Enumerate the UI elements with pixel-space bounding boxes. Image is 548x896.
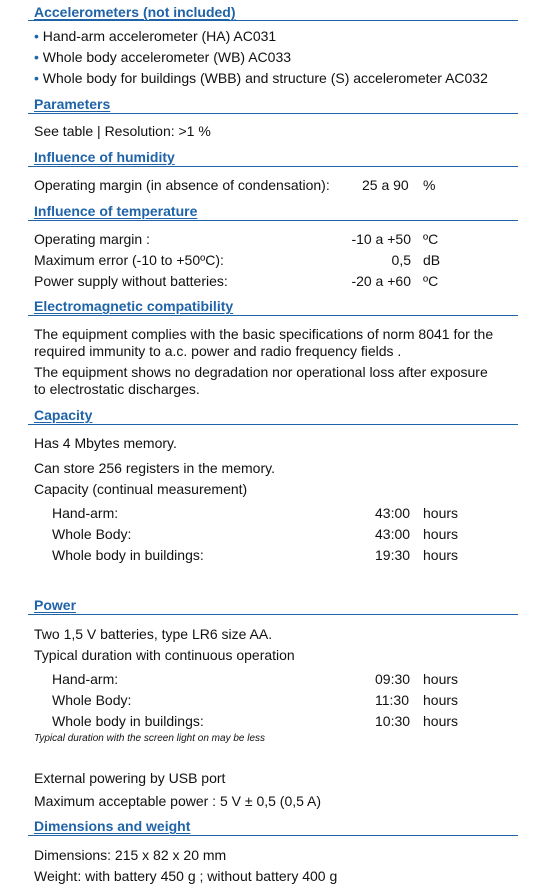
capacity-row-label: Whole body in buildings: (52, 547, 204, 563)
power-row-unit: hours (423, 692, 459, 708)
capacity-row-label: Hand-arm: (52, 505, 119, 521)
weight-text: Weight: with battery 450 g ; without battery 400 g (34, 868, 338, 884)
parameters-text: See table | Resolution: >1 % (34, 123, 211, 139)
list-item-text: Hand-arm accelerometer (HA) AC031 (42, 28, 277, 44)
bullet-icon: • (34, 49, 43, 65)
power-typical: Typical duration with continuous operation (34, 647, 295, 663)
power-note: Typical duration with the screen light on may be less (34, 733, 266, 744)
temperature-value: -20 a +60 (351, 273, 411, 289)
power-max: Maximum acceptable power : 5 V ± 0,5 (0,5 A) (34, 793, 322, 809)
list-item-text: Whole body for buildings (WBB) and structure (S) accelerometer AC032 (42, 70, 488, 86)
capacity-row-unit: hours (423, 505, 459, 521)
section-rule (28, 220, 518, 221)
section-title-humidity: Influence of humidity (34, 149, 175, 165)
power-row-label: Whole body in buildings: (52, 713, 204, 729)
section-title-dimensions: Dimensions and weight (34, 818, 191, 834)
section-title-parameters: Parameters (34, 96, 111, 112)
humidity-unit: % (423, 177, 436, 193)
capacity-memory: Has 4 Mbytes memory. (34, 435, 177, 451)
capacity-row-value: 43:00 (375, 526, 411, 542)
section-title-accelerometers: Accelerometers (not included) (34, 4, 236, 20)
capacity-registers: Can store 256 registers in the memory. (34, 460, 275, 476)
section-title-temperature: Influence of temperature (34, 203, 198, 219)
capacity-continual: Capacity (continual measurement) (34, 481, 248, 497)
power-row-value: 11:30 (375, 692, 409, 708)
section-title-capacity: Capacity (34, 407, 93, 423)
power-batteries: Two 1,5 V batteries, type LR6 size AA. (34, 626, 273, 642)
section-rule (28, 424, 518, 425)
section-rule (28, 113, 518, 114)
power-usb: External powering by USB port (34, 770, 226, 786)
temperature-label: Maximum error (-10 to +50ºC): (34, 252, 224, 268)
section-rule (28, 835, 518, 836)
section-rule (28, 166, 518, 167)
power-row-value: 10:30 (375, 713, 411, 729)
temperature-value: 0,5 (391, 252, 411, 268)
section-title-emc: Electromagnetic compatibility (34, 298, 234, 314)
power-row-unit: hours (423, 713, 459, 729)
section-title-power: Power (34, 597, 77, 613)
power-row-label: Hand-arm: (52, 671, 119, 687)
capacity-row-unit: hours (423, 526, 459, 542)
capacity-row-label: Whole Body: (52, 526, 132, 542)
list-item (34, 69, 488, 87)
list-item (34, 48, 291, 66)
power-row-label: Whole Body: (52, 692, 132, 708)
bullet-icon: • (34, 70, 43, 86)
humidity-value: 25 a 90 (362, 177, 409, 193)
section-rule (28, 315, 518, 316)
list-item (34, 27, 276, 45)
temperature-unit: ºC (423, 231, 439, 247)
emc-paragraph-line: The equipment complies with the basic specifications of norm 8041 for the (34, 326, 494, 342)
emc-paragraph-line: to electrostatic discharges. (34, 381, 200, 397)
capacity-row-value: 19:30 (375, 547, 411, 563)
section-rule (28, 614, 518, 615)
temperature-label: Operating margin : (34, 231, 150, 247)
temperature-label: Power supply without batteries: (34, 273, 228, 289)
humidity-label: Operating margin (in absence of condensation): (34, 177, 330, 193)
emc-paragraph-line: required immunity to a.c. power and radio frequency fields . (34, 343, 402, 359)
power-row-value: 09:30 (375, 671, 411, 687)
list-item-text: Whole body accelerometer (WB) AC033 (42, 49, 292, 65)
bullet-icon: • (34, 28, 43, 44)
capacity-row-value: 43:00 (375, 505, 411, 521)
capacity-row-unit: hours (423, 547, 459, 563)
emc-paragraph-line: The equipment shows no degradation nor operational loss after exposure (34, 364, 488, 380)
temperature-value: -10 a +50 (351, 231, 411, 247)
section-rule (28, 20, 518, 21)
dimensions-text: Dimensions: 215 x 82 x 20 mm (34, 847, 227, 863)
temperature-unit: dB (423, 252, 441, 268)
power-row-unit: hours (423, 671, 459, 687)
temperature-unit: ºC (423, 273, 439, 289)
